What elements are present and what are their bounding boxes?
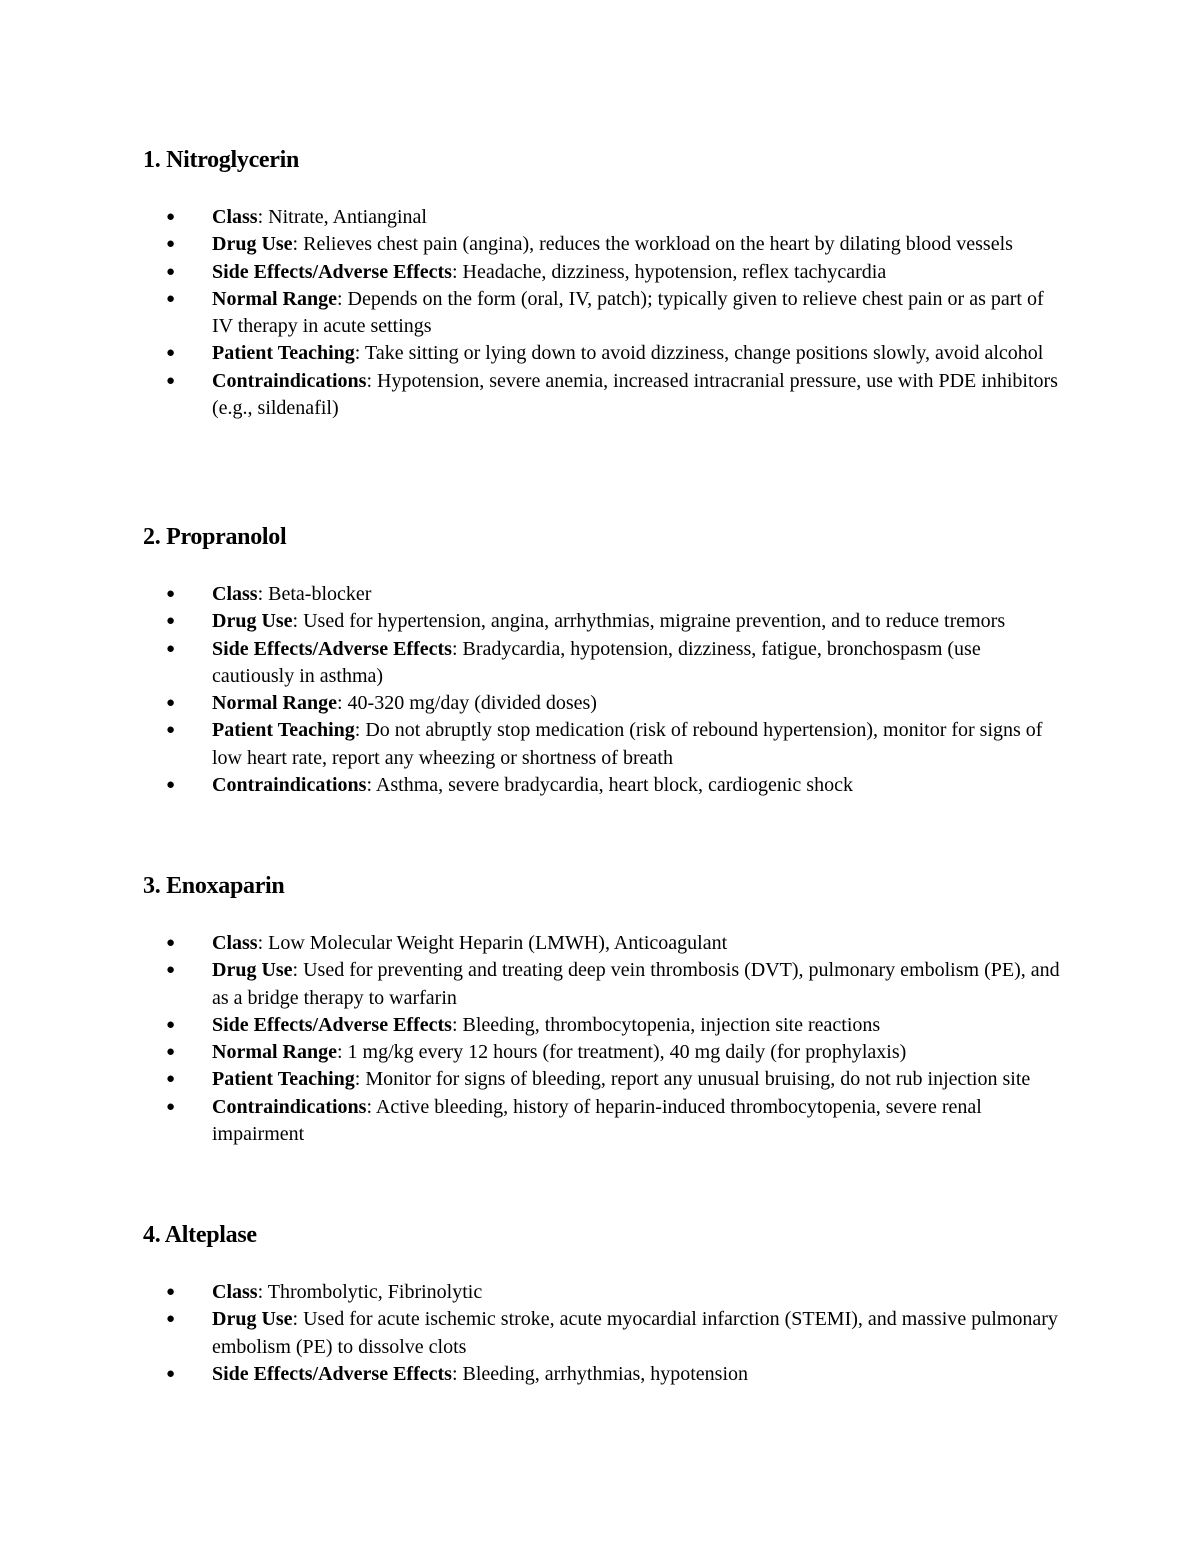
bullet-icon: ● bbox=[166, 1365, 176, 1382]
bullet-icon: ● bbox=[166, 1311, 176, 1328]
bullet-icon: ● bbox=[166, 962, 176, 979]
field-separator: : bbox=[366, 369, 378, 392]
list-item-drug-use bbox=[143, 957, 1062, 1012]
list-item-drug-use bbox=[143, 1306, 1062, 1361]
list-item-class bbox=[143, 581, 1062, 608]
field-label: Class bbox=[212, 206, 258, 228]
field-separator: : bbox=[292, 959, 304, 982]
field-text: Headache, dizziness, hypotension, reflex tachycardia bbox=[462, 260, 887, 283]
field-separator: : bbox=[354, 342, 365, 365]
drug-section-propranolol bbox=[143, 522, 1083, 797]
bullet-icon: ● bbox=[166, 1044, 176, 1061]
bullet-icon: ● bbox=[166, 613, 176, 630]
field-label: Drug Use bbox=[212, 233, 293, 256]
field-text: Used for preventing and treating deep vein thrombosis (DVT), pulmonary embolism (PE), and as a bridge therapy to warfarin bbox=[212, 959, 1060, 1009]
bullet-icon: ● bbox=[166, 586, 176, 602]
field-separator: : bbox=[336, 692, 348, 715]
field-label: Patient Teaching bbox=[212, 342, 355, 365]
field-text: Bradycardia, hypotension, dizziness, fatigue, bronchospasm (use cautiously in asthma) bbox=[212, 637, 981, 687]
list-item-normal-range bbox=[143, 690, 1062, 717]
field-label: Normal Range bbox=[212, 287, 337, 310]
field-separator: : bbox=[354, 719, 366, 742]
field-separator: : bbox=[451, 637, 463, 660]
list-item-patient-teaching bbox=[143, 1066, 1062, 1093]
field-label: Side Effects/Adverse Effects bbox=[212, 1362, 452, 1385]
bullet-icon: ● bbox=[166, 372, 176, 389]
list-item-side-effects bbox=[143, 259, 1062, 286]
field-label: Side Effects/Adverse Effects bbox=[212, 1013, 452, 1036]
field-separator: : bbox=[336, 287, 348, 310]
field-separator: : bbox=[292, 1308, 304, 1331]
list-item-drug-use bbox=[143, 608, 1062, 635]
field-text: Depends on the form (oral, IV, patch); typically given to relieve chest pain or as part of IV therapy in acute settings bbox=[212, 287, 1044, 338]
bullet-icon: ● bbox=[166, 1098, 176, 1115]
bullet-icon: ● bbox=[166, 290, 176, 307]
field-label: Side Effects/Adverse Effects bbox=[212, 260, 452, 283]
field-text: Low Molecular Weight Heparin (LMWH), Anticoagulant bbox=[268, 932, 728, 954]
field-text: Active bleeding, history of heparin-induced thrombocytopenia, severe renal impairment bbox=[212, 1095, 982, 1146]
bullet-icon: ● bbox=[166, 695, 176, 712]
field-separator: : bbox=[257, 932, 269, 954]
list-item-contraindications bbox=[143, 772, 1062, 799]
field-text: Used for acute ischemic stroke, acute myocardial infarction (STEMI), and massive pulmonary embolism (PE) to dissolve clots bbox=[212, 1308, 1058, 1358]
field-text: Thrombolytic, Fibrinolytic bbox=[267, 1281, 483, 1303]
field-label: Class bbox=[212, 583, 258, 605]
list-item-patient-teaching bbox=[143, 717, 1062, 772]
field-separator: : bbox=[336, 1041, 348, 1064]
list-item-contraindications bbox=[143, 1094, 1062, 1149]
field-label: Contraindications bbox=[212, 1095, 367, 1118]
bullet-icon: ● bbox=[166, 1016, 176, 1033]
drug-detail-list bbox=[143, 204, 1083, 422]
field-separator: : bbox=[366, 774, 376, 797]
bullet-icon: ● bbox=[166, 345, 176, 362]
drug-section-nitroglycerin bbox=[143, 145, 1083, 420]
field-text: Bleeding, arrhythmias, hypotension bbox=[462, 1362, 749, 1385]
drug-heading: 4. Alteplase bbox=[143, 1222, 257, 1248]
list-item-class bbox=[143, 204, 1062, 231]
field-text: 1 mg/kg every 12 hours (for treatment), 40 mg daily (for prophylaxis) bbox=[347, 1041, 907, 1064]
list-item-contraindications bbox=[143, 368, 1062, 423]
drug-section-enoxaparin bbox=[143, 871, 1083, 1146]
bullet-icon: ● bbox=[166, 935, 176, 951]
field-label: Class bbox=[212, 932, 258, 954]
drug-heading: 2. Propranolol bbox=[143, 524, 287, 550]
field-separator: : bbox=[292, 610, 304, 633]
bullet-icon: ● bbox=[166, 640, 176, 657]
field-label: Normal Range bbox=[212, 1041, 337, 1064]
field-text: Do not abruptly stop medication (risk of rebound hypertension), monitor for signs of low heart rate, report any wheezing or shortness of breath bbox=[212, 719, 1043, 769]
list-item-side-effects bbox=[143, 1012, 1062, 1039]
field-text: Asthma, severe bradycardia, heart block, cardiogenic shock bbox=[375, 774, 853, 797]
field-text: Beta-blocker bbox=[268, 583, 372, 605]
list-item-side-effects bbox=[143, 636, 1062, 691]
field-text: Monitor for signs of bleeding, report any unusual bruising, do not rub injection site bbox=[365, 1068, 1031, 1091]
field-text: Bleeding, thrombocytopenia, injection site reactions bbox=[462, 1013, 881, 1036]
list-item-side-effects bbox=[143, 1361, 1062, 1388]
bullet-icon: ● bbox=[166, 263, 176, 280]
list-item-patient-teaching bbox=[143, 340, 1062, 367]
drug-section-alteplase bbox=[143, 1220, 1083, 1385]
bullet-icon: ● bbox=[166, 722, 176, 739]
field-label: Contraindications bbox=[212, 774, 367, 797]
field-text: Nitrate, Antianginal bbox=[268, 206, 427, 228]
field-separator: : bbox=[257, 583, 269, 605]
bullet-icon: ● bbox=[166, 209, 176, 225]
drug-detail-list bbox=[143, 581, 1083, 799]
field-label: Patient Teaching bbox=[212, 1068, 355, 1091]
field-label: Side Effects/Adverse Effects bbox=[212, 637, 452, 660]
field-separator: : bbox=[451, 260, 463, 283]
list-item-normal-range bbox=[143, 286, 1062, 341]
field-text: Used for hypertension, angina, arrhythmias, migraine prevention, and to reduce tremors bbox=[303, 610, 1006, 633]
field-text: Relieves chest pain (angina), reduces the workload on the heart by dilating blood vessels bbox=[303, 233, 1013, 256]
drug-detail-list bbox=[143, 1279, 1083, 1388]
list-item-normal-range bbox=[143, 1039, 1062, 1066]
field-separator: : bbox=[292, 233, 304, 256]
field-separator: : bbox=[451, 1013, 463, 1036]
field-label: Drug Use bbox=[212, 959, 293, 982]
field-separator: : bbox=[257, 1281, 268, 1303]
field-text: 40-320 mg/day (divided doses) bbox=[347, 692, 597, 715]
field-label: Drug Use bbox=[212, 610, 293, 633]
field-label: Contraindications bbox=[212, 369, 367, 392]
bullet-icon: ● bbox=[166, 1071, 176, 1088]
bullet-icon: ● bbox=[166, 236, 176, 253]
field-separator: : bbox=[354, 1068, 366, 1091]
drug-heading: 3. Enoxaparin bbox=[143, 873, 285, 899]
bullet-icon: ● bbox=[166, 777, 176, 794]
field-separator: : bbox=[257, 206, 269, 228]
list-item-drug-use bbox=[143, 231, 1062, 258]
list-item-class bbox=[143, 930, 1062, 957]
field-separator: : bbox=[366, 1095, 376, 1118]
field-label: Patient Teaching bbox=[212, 719, 355, 742]
field-separator: : bbox=[451, 1362, 463, 1385]
drug-detail-list bbox=[143, 930, 1083, 1148]
field-label: Drug Use bbox=[212, 1308, 293, 1331]
field-text: Hypotension, severe anemia, increased intracranial pressure, use with PDE inhibitors (e.g., sildenafil) bbox=[212, 369, 1058, 420]
field-label: Class bbox=[212, 1281, 258, 1303]
list-item-class bbox=[143, 1279, 1062, 1306]
bullet-icon: ● bbox=[166, 1284, 176, 1300]
drug-heading: 1. Nitroglycerin bbox=[143, 147, 300, 173]
field-label: Normal Range bbox=[212, 692, 337, 715]
field-text: Take sitting or lying down to avoid dizziness, change positions slowly, avoid alcohol bbox=[365, 342, 1044, 365]
